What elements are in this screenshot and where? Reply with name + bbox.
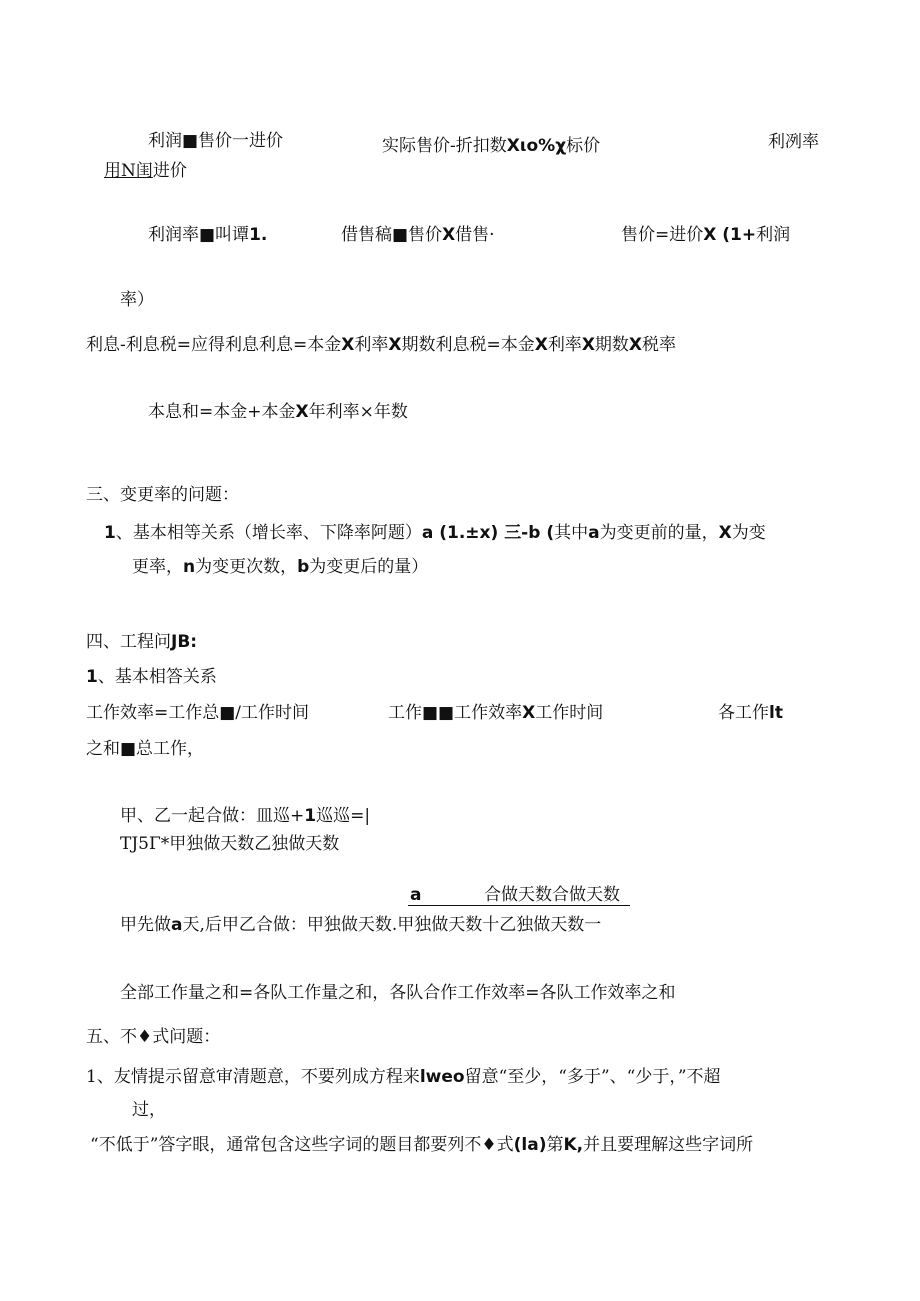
section3-l2b: 为变更次数， [195, 557, 298, 577]
work-efficiency-formula: 工作效率=工作总■/工作时间 [86, 703, 310, 723]
section5-l3b: (la) [513, 1135, 547, 1155]
section3-l2c: 为变更后的量） [309, 557, 429, 577]
section3-n-var: n [183, 557, 196, 577]
section3-b-var: b [297, 557, 310, 577]
section4-sub-num: 1 [86, 667, 98, 687]
profit-formula: 利润■售价一进价 [148, 131, 284, 151]
each-work-cont: 之和■总工作， [86, 739, 205, 759]
sales-text: 借售稿■售价 [341, 225, 443, 245]
section3-title: 三、变更率的问题： [86, 485, 239, 505]
profit-rate-label: 利冽率 [768, 132, 819, 152]
section4-title [86, 631, 197, 653]
section5-l3d: K, [563, 1135, 584, 1155]
each-work-text: 各工作 [718, 703, 769, 723]
section5-line2: 过， [132, 1100, 166, 1120]
profit-rate-bold: 1. [249, 225, 268, 245]
total-work-formula: 全部工作量之和=各队工作量之和，各队合作工作效率=各队工作效率之和 [120, 983, 676, 1003]
interest-s2: 利率 [354, 335, 389, 355]
cooperation-formula-denominator: TJ5Γ*甲独做天数乙独做天数 [120, 834, 340, 854]
section3-t3: 为变更前的量， [599, 523, 719, 543]
section5-l1a: 1、友情提示留意审清题意，不要列成方程来 [86, 1067, 420, 1087]
selling-price-bold: X (1+ [703, 225, 757, 245]
section3-t1: 、基本相等关系（增长率、下降率阿题） [115, 523, 422, 543]
interest-x4: X [581, 335, 595, 355]
actual-price-text: 实际售价-折扣数 [382, 136, 507, 156]
interest-s6: 税率 [642, 335, 677, 355]
section5-l1c: 留意“至少，“多于”、“少于，”不超 [464, 1067, 721, 1087]
section3-num: 1 [104, 523, 116, 543]
interest-x3: X [534, 335, 548, 355]
first-a-text2: 天,后甲乙合做：甲独做天数.甲独做天数十乙独做天数一 [182, 915, 602, 935]
principal-s1: 本息和=本金+本金 [148, 402, 296, 422]
interest-s1: 利息-利息税=应得利息利息=本金 [86, 335, 342, 355]
section3-a: a [588, 523, 600, 543]
section3-formula: a (1.±x) 三-b ( [421, 523, 555, 543]
section5-l3e: 并且要理解这些字词所 [583, 1135, 754, 1155]
fraction-line [408, 905, 630, 906]
section5-l3a: “不低于”答字眼，通常包含这些字词的题目都要列不♦式 [90, 1135, 514, 1155]
coop1-bold: 1 [304, 806, 317, 826]
section3-l2a: 更率， [132, 557, 183, 577]
work-total-text: 工作■■工作效率 [388, 703, 523, 723]
coop1-text: 甲、乙一起合做：皿巡+ [120, 806, 305, 826]
section5-l1b: lweo [419, 1067, 465, 1087]
section3-x: X [718, 523, 732, 543]
actual-price-bold: Xιo%χ [506, 136, 567, 156]
interest-x2: X [388, 335, 402, 355]
section3-rule [104, 522, 766, 544]
selling-price-formula [621, 224, 790, 246]
section5-title: 五、不♦式问题： [86, 1027, 221, 1047]
principal-s2: 年利率×年数 [308, 402, 408, 422]
selling-price-text: 售价=进价 [621, 225, 704, 245]
section4-subtitle [86, 666, 217, 688]
sales-formula [341, 224, 495, 246]
cooperation-formula [120, 805, 370, 827]
interest-s3: 期数利息税=本金 [401, 335, 535, 355]
cooperation-days: 合做天数合做天数 [484, 885, 620, 905]
section4-title-text: 四、工程问 [86, 632, 171, 652]
section5-l3c: 第 [546, 1135, 564, 1155]
selling-price-end: 利润 [756, 225, 791, 245]
section4-sub-text: 、基本相答关系 [97, 667, 217, 687]
profit-rate-text: 利润率■叫谭 [148, 225, 250, 245]
section5-line3 [90, 1134, 753, 1156]
selling-price-cont: 率） [120, 290, 154, 310]
first-a-bold: a [171, 915, 183, 935]
interest-s5: 期数 [594, 335, 629, 355]
interest-x5: X [628, 335, 643, 355]
profit-rate-den-underlined: 用N闺 [104, 161, 153, 181]
actual-price-formula [382, 135, 600, 157]
principal-x1: X [295, 402, 309, 422]
profit-rate-den-end: 进价 [152, 161, 187, 181]
a-variable: a [410, 885, 422, 905]
each-work-formula [718, 702, 783, 724]
principal-formula [148, 401, 408, 423]
section5-line1 [86, 1066, 721, 1088]
interest-formula [86, 334, 676, 356]
each-work-bold: lt [769, 703, 783, 723]
first-a-text1: 甲先做 [120, 915, 171, 935]
section3-rule-cont [132, 556, 428, 578]
profit-rate-denominator [104, 160, 187, 182]
first-a-days-formula [120, 914, 601, 936]
profit-rate-formula [148, 224, 267, 246]
actual-price-end: 标价 [566, 136, 601, 156]
sales-end: 借售· [455, 225, 495, 245]
section4-title-bold: JB: [171, 632, 198, 652]
work-total-end: 工作时间 [535, 703, 604, 723]
section3-t2: 其中 [554, 523, 589, 543]
sales-bold: X [442, 225, 456, 245]
section3-t4: 为变 [731, 523, 766, 543]
work-total-formula [388, 702, 603, 724]
coop1-end: 巡巡=| [316, 806, 371, 826]
work-total-bold: X [522, 703, 536, 723]
interest-s4: 利率 [547, 335, 582, 355]
interest-x1: X [341, 335, 355, 355]
